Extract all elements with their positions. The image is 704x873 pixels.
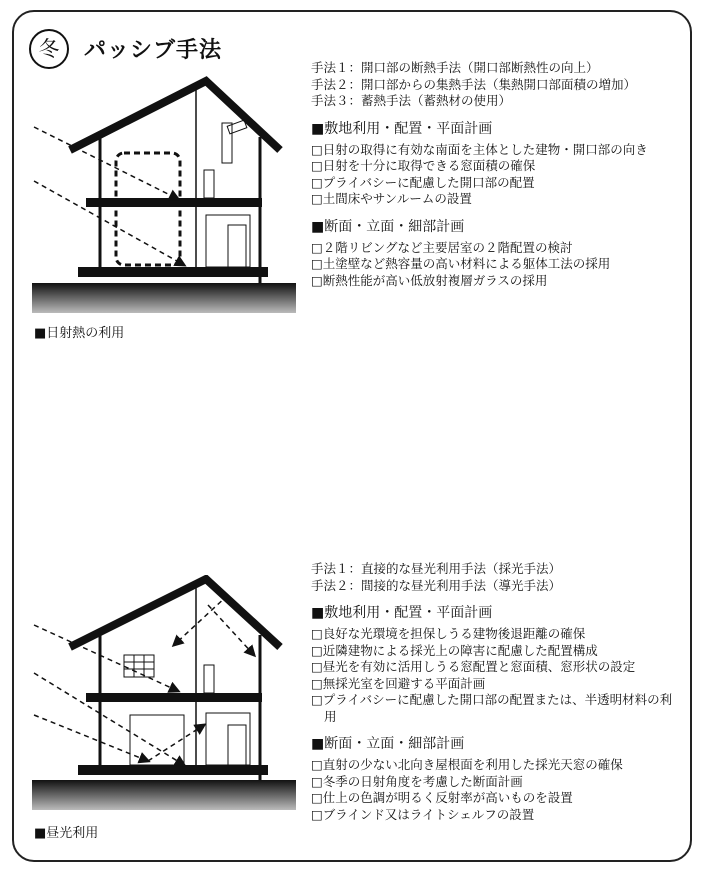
skylight-ray	[174, 595, 228, 645]
checklist-item: □２階リビングなど主要居室の２階配置の検討	[311, 239, 573, 255]
light-ray	[34, 625, 178, 691]
group-heading: ■断面・立面・細部計画	[311, 218, 465, 235]
section-solar-text	[311, 60, 683, 289]
checklist-item: □プライバシーに配慮した開口部の配置または、半透明材料の利用	[311, 692, 673, 724]
group-heading: ■敷地利用・配置・平面計画	[311, 605, 493, 621]
heat-storage-zone	[116, 153, 180, 265]
window-grid	[124, 655, 154, 677]
checklist-item: □プライバシーに配慮した開口部の配置	[311, 174, 535, 190]
season-badge: 冬	[29, 29, 69, 69]
checklist-item: □近隣建物による採光上の障害に配慮した配置構成	[311, 642, 598, 658]
checklist-item: □ブラインド又はライトシェルフの設置	[311, 806, 535, 822]
figure-caption: ■昼光利用	[34, 826, 99, 841]
checklist-item: □直射の少ない北向き屋根面を利用した採光天窓の確保	[311, 757, 623, 772]
ground	[32, 780, 296, 810]
group-heading: ■断面・立面・細部計画	[311, 736, 465, 752]
checklist-item: □昼光を有効に活用しうる窓配置と窓面積、窓形状の設定	[311, 659, 636, 674]
page-title: パッシブ手法	[84, 38, 223, 63]
checklist-item: □日射の取得に有効な南面を主体とした建物・開口部の向き	[311, 141, 648, 157]
light-ray	[34, 673, 184, 765]
checklist-item: □無採光室を回避する平面計画	[311, 675, 486, 691]
light-ray	[34, 715, 148, 761]
checklist-item: □断熱性能が高い低放射複層ガラスの採用	[311, 272, 548, 288]
section-daylight-text	[311, 561, 683, 823]
method-line: 手法２：間接的な昼光利用手法（導光手法）	[311, 577, 562, 593]
checklist-item: □良好な光環境を担保しうる建物後退距離の確保	[311, 626, 586, 641]
checklist-item: □土塗壁など熱容量の高い材料による躯体工法の採用	[311, 256, 611, 271]
checklist-item: □冬季の日射角度を考慮した断面計画	[311, 773, 523, 789]
method-line: 手法１：直接的な昼光利用手法（採光手法）	[311, 561, 562, 576]
checklist-item: □日射を十分に取得できる窓面積の確保	[311, 158, 536, 173]
group-heading: ■敷地利用・配置・平面計画	[311, 120, 493, 137]
method-line: 手法２：開口部からの集熱手法（集熱開口部面積の増加）	[311, 76, 637, 92]
solar-heat-section-drawing	[28, 75, 300, 315]
figure-caption: ■日射熱の利用	[34, 326, 125, 341]
ground	[32, 283, 296, 313]
checklist-item: □仕上の色調が明るく反射率が高いものを設置	[311, 790, 573, 805]
method-line: 手法３：蓄熱手法（蓄熱材の使用）	[311, 93, 512, 108]
sun-ray	[34, 127, 178, 199]
daylight-section-drawing	[28, 575, 300, 815]
method-line: 手法１：開口部の断熱手法（開口部断熱性の向上）	[311, 60, 599, 75]
sun-ray	[34, 181, 184, 265]
checklist-item: □土間床やサンルームの設置	[311, 191, 472, 206]
